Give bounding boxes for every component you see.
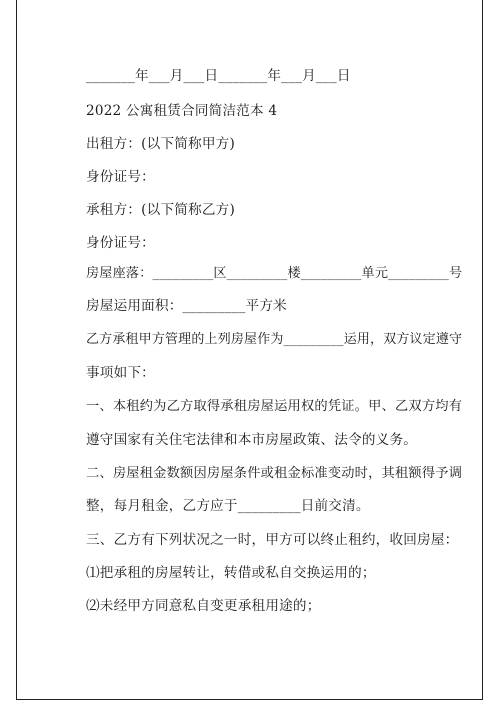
clause-3-item-2: ⑵未经甲方同意私自变更承租用途的； — [86, 598, 321, 614]
lessor-line: 出租方：(以下简称甲方) — [86, 136, 235, 152]
document-title: 2022 公寓租赁合同简洁范本 4 — [86, 103, 278, 119]
clause-2-line: 二、房屋租金数额因房屋条件或租金标准变动时，其租额得予调 — [86, 466, 463, 481]
clause-3-item-1: ⑴把承租的房屋转让，转借或私自交换运用的； — [86, 565, 376, 581]
lessor-id-line: 身份证号： — [86, 169, 155, 185]
usage-agreement-cont: 事项如下： — [86, 365, 155, 381]
clause-2-cont: 整，每月租金，乙方应于_________日前交清。 — [86, 498, 370, 514]
lessee-id-line: 身份证号： — [86, 235, 155, 251]
clause-3-line: 三、乙方有下列状况之一时，甲方可以终止租约，收回房屋： — [86, 532, 459, 548]
property-location-line: 房屋座落：_________区_________楼_________单元_________号 — [86, 266, 463, 281]
date-line: _______年___月___日_______年___月___日 — [86, 68, 351, 84]
usable-area-line: 房屋运用面积：_________平方米 — [86, 298, 287, 314]
clause-1-cont: 遵守国家有关住宅法律和本市房屋政策、法令的义务。 — [86, 432, 418, 448]
clause-1-line: 一、本租约为乙方取得承租房屋运用权的凭证。甲、乙双方均有 — [86, 399, 463, 414]
lessee-line: 承租方：(以下简称乙方) — [86, 202, 235, 218]
usage-agreement-line: 乙方承租甲方管理的上列房屋作为_________运用，双方议定遵守 — [86, 332, 463, 347]
